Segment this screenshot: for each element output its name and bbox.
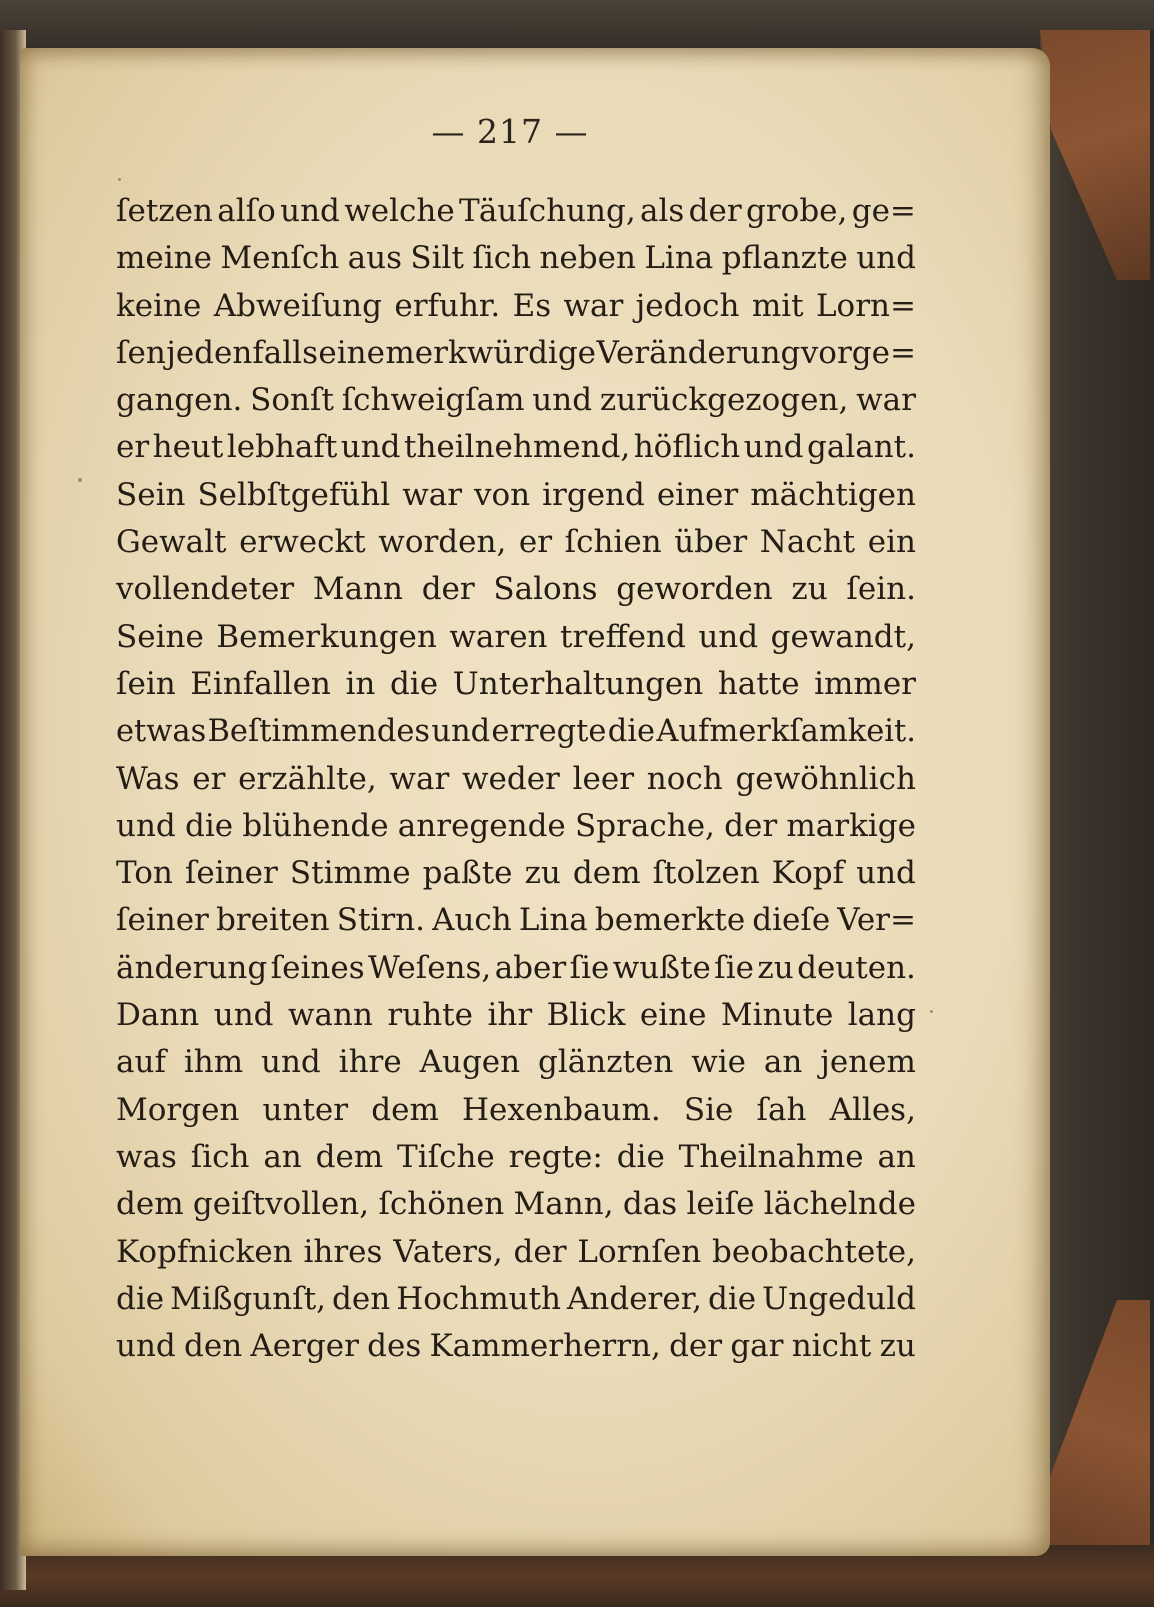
- text-word: und: [856, 855, 916, 892]
- text-word: Seine: [116, 618, 204, 655]
- text-word: wann: [288, 997, 373, 1034]
- text-word: die: [607, 714, 656, 750]
- text-word: Es: [512, 287, 552, 324]
- text-word: unter: [262, 1091, 349, 1128]
- text-word: mit: [751, 287, 804, 324]
- text-word: er: [116, 429, 150, 466]
- text-word: eine: [318, 334, 385, 371]
- text-word: und: [116, 1328, 176, 1365]
- text-word: dem: [572, 855, 641, 892]
- text-word: Blick: [546, 997, 626, 1034]
- text-word: war: [856, 382, 916, 419]
- text-line: [116, 330, 916, 377]
- text-line: [116, 897, 916, 944]
- text-word: Unterhaltungen: [452, 665, 704, 702]
- text-word: Sprache,: [575, 807, 715, 844]
- text-word: dem: [371, 1091, 439, 1128]
- text-word: Veränderung: [596, 334, 801, 371]
- text-word: Kammerherrn,: [429, 1328, 661, 1365]
- text-word: theilnehmend,: [403, 429, 631, 466]
- text-line: [116, 661, 916, 708]
- text-word: Tiſche: [397, 1138, 495, 1175]
- text-word: Mann,: [513, 1186, 614, 1223]
- text-word: ſie: [569, 949, 610, 986]
- text-word: mächtigen: [750, 476, 916, 513]
- text-word: leiſe: [686, 1186, 755, 1223]
- text-word: zu: [757, 949, 794, 986]
- text-word: als: [640, 193, 685, 229]
- text-word: beobachtete,: [712, 1233, 916, 1270]
- text-line: [116, 803, 916, 850]
- text-word: und: [856, 240, 916, 277]
- text-word: leer: [572, 760, 635, 797]
- text-word: vorge=: [800, 334, 916, 371]
- text-word: Mißgunſt,: [170, 1280, 327, 1317]
- text-word: Selbſtgefühl: [197, 476, 391, 513]
- text-word: geiſtvollen,: [192, 1186, 370, 1223]
- text-word: der: [724, 807, 778, 844]
- text-word: Kopfnicken: [116, 1233, 293, 1270]
- text-word: immer: [814, 665, 916, 702]
- text-word: Stirn.: [336, 902, 425, 939]
- text-word: Weſens,: [368, 949, 492, 986]
- text-word: Lina: [644, 240, 714, 277]
- text-word: ſah: [756, 1091, 807, 1128]
- text-line: [116, 850, 916, 897]
- text-word: markige: [786, 807, 916, 844]
- text-word: und: [431, 714, 491, 750]
- text-line: [116, 188, 916, 235]
- text-line: [116, 1039, 916, 1086]
- text-word: irgend: [542, 476, 645, 513]
- text-word: Lornſen: [577, 1233, 702, 1270]
- text-word: Gewalt: [116, 524, 227, 561]
- text-line: [116, 1134, 916, 1181]
- text-word: und: [743, 429, 804, 466]
- text-word: Anderer,: [567, 1280, 702, 1317]
- text-word: Hochmuth: [396, 1280, 562, 1317]
- text-word: dem: [315, 1138, 384, 1175]
- text-word: eine: [639, 997, 707, 1034]
- text-word: gewandt,: [770, 618, 916, 655]
- text-word: ihm: [183, 1044, 244, 1081]
- text-line: [116, 519, 916, 566]
- text-word: Beſtimmendes: [207, 714, 431, 750]
- text-word: keine: [116, 287, 202, 324]
- text-word: an: [877, 1138, 916, 1175]
- text-word: erzählte,: [238, 760, 377, 797]
- text-word: ſchweigſam: [341, 382, 525, 419]
- text-word: zu: [879, 1328, 916, 1365]
- text-word: ihres: [303, 1233, 383, 1270]
- text-word: ſich: [190, 1138, 250, 1175]
- text-line: [116, 377, 916, 424]
- text-word: waren: [449, 618, 548, 655]
- text-word: noch: [646, 760, 723, 797]
- text-word: Einfallen: [190, 665, 331, 702]
- text-word: ge=: [851, 193, 916, 229]
- text-word: erfuhr.: [394, 287, 501, 324]
- text-word: ſich: [472, 240, 532, 277]
- text-word: Sie: [683, 1091, 734, 1128]
- text-word: die: [116, 1280, 165, 1317]
- text-word: weder: [461, 760, 560, 797]
- page-number: — 217 —: [431, 112, 589, 151]
- text-word: an: [263, 1138, 302, 1175]
- text-word: gangen.: [116, 382, 243, 419]
- text-word: Mann: [312, 571, 403, 608]
- text-word: ſein.: [846, 571, 916, 608]
- text-word: und: [532, 382, 593, 419]
- text-word: war: [563, 287, 624, 324]
- text-word: änderung: [116, 949, 268, 986]
- text-word: dem: [116, 1186, 184, 1223]
- text-word: und: [698, 618, 759, 655]
- text-word: ſen: [116, 334, 166, 371]
- text-line: [116, 566, 916, 613]
- text-word: jedoch: [635, 287, 740, 324]
- text-word: Stimme: [289, 855, 411, 892]
- text-word: und: [213, 997, 274, 1034]
- text-word: bemerkte: [594, 902, 746, 939]
- text-word: ihr: [487, 997, 533, 1034]
- text-word: Salons: [493, 571, 598, 608]
- text-word: er: [518, 524, 553, 561]
- text-line: [116, 756, 916, 803]
- text-word: und: [280, 193, 340, 229]
- text-line: [116, 992, 916, 1039]
- text-word: ſeiner: [184, 855, 278, 892]
- text-word: der: [688, 193, 742, 229]
- text-word: lang: [847, 997, 916, 1034]
- text-word: und: [340, 429, 401, 466]
- text-line: [116, 614, 916, 661]
- text-word: merkwürdige: [385, 334, 597, 371]
- text-word: lebhaft: [226, 429, 338, 466]
- text-word: worden,: [378, 524, 507, 561]
- text-word: Was: [116, 760, 180, 797]
- text-line: [116, 283, 916, 330]
- text-word: wußte: [612, 949, 711, 986]
- text-word: an: [763, 1044, 803, 1081]
- text-word: Dann: [116, 997, 200, 1034]
- text-word: Lorn=: [815, 287, 916, 324]
- text-word: wie: [691, 1044, 746, 1081]
- text-word: zu: [791, 571, 828, 608]
- text-word: war: [389, 760, 450, 797]
- text-word: ſetzen: [116, 193, 213, 229]
- text-word: ein: [867, 524, 916, 561]
- text-word: Hexenbaum.: [462, 1091, 661, 1128]
- text-word: neben: [539, 240, 636, 277]
- text-word: ſchönen: [378, 1186, 505, 1223]
- paper-speck: [118, 178, 121, 181]
- text-word: jenem: [820, 1044, 916, 1081]
- text-word: Aerger: [250, 1328, 359, 1365]
- text-word: Morgen: [116, 1091, 240, 1128]
- text-word: die: [185, 807, 234, 844]
- text-line: [116, 1276, 916, 1323]
- text-word: in: [345, 665, 376, 702]
- text-word: Kopf: [771, 855, 845, 892]
- text-line: [116, 424, 916, 471]
- text-word: Vaters,: [393, 1233, 503, 1270]
- text-word: ihre: [338, 1044, 402, 1081]
- text-word: meine: [116, 240, 212, 277]
- text-word: dieſe: [752, 902, 831, 939]
- text-word: der: [421, 571, 475, 608]
- text-word: Sein: [116, 476, 186, 513]
- text-word: Ver=: [837, 902, 916, 939]
- text-word: welche: [344, 193, 455, 229]
- text-word: Abweiſung: [213, 287, 382, 324]
- text-word: gewöhnlich: [735, 760, 916, 797]
- text-word: vollendeter: [116, 571, 295, 608]
- text-word: Silt: [410, 240, 464, 277]
- text-word: auf: [116, 1044, 166, 1081]
- body-text: [116, 188, 916, 1370]
- text-word: zurückgezogen,: [599, 382, 849, 419]
- text-word: und: [116, 807, 176, 844]
- paper-speck: [78, 478, 82, 482]
- text-word: den: [184, 1328, 243, 1365]
- text-word: ſeines: [270, 949, 365, 986]
- text-word: ruhte: [387, 997, 473, 1034]
- text-word: grobe,: [746, 193, 848, 229]
- text-line: [116, 472, 916, 519]
- text-word: Ton: [116, 855, 173, 892]
- text-line: [116, 235, 916, 282]
- text-word: Bemerkungen: [216, 618, 437, 655]
- text-word: nicht: [791, 1328, 872, 1365]
- text-word: treffend: [560, 618, 686, 655]
- text-word: ſie: [714, 949, 754, 986]
- text-word: anregende: [397, 807, 566, 844]
- text-word: den: [332, 1280, 391, 1317]
- text-word: lächelnde: [763, 1186, 916, 1223]
- text-word: geworden: [616, 571, 773, 608]
- text-word: pflanzte: [721, 240, 848, 277]
- text-word: über: [674, 524, 748, 561]
- text-word: jedenfalls: [166, 334, 319, 371]
- text-word: ſein: [116, 665, 176, 702]
- paper-speck: [930, 1010, 933, 1013]
- text-word: glänzten: [538, 1044, 674, 1081]
- text-word: ſtolzen: [652, 855, 760, 892]
- text-line: [116, 708, 916, 755]
- text-word: paßte: [422, 855, 513, 892]
- text-word: alſo: [217, 193, 276, 229]
- text-word: die: [389, 665, 439, 702]
- text-word: Lina: [518, 902, 588, 939]
- text-word: der: [513, 1233, 567, 1270]
- text-word: gar: [730, 1328, 784, 1365]
- text-word: die: [616, 1138, 665, 1175]
- text-word: hatte: [717, 665, 800, 702]
- text-line: [116, 1229, 916, 1276]
- text-word: Minute: [720, 997, 834, 1034]
- text-line: [116, 1323, 916, 1370]
- text-word: die: [708, 1280, 757, 1317]
- text-word: Täuſchung,: [459, 193, 636, 229]
- text-word: Menſch: [220, 240, 340, 277]
- text-word: ſeiner: [116, 902, 209, 939]
- text-word: Nacht: [759, 524, 856, 561]
- text-line: [116, 945, 916, 992]
- text-word: Aufmerkſamkeit.: [656, 714, 916, 750]
- text-word: höflich: [633, 429, 741, 466]
- text-word: der: [669, 1328, 723, 1365]
- text-word: ſchien: [564, 524, 662, 561]
- text-word: einer: [656, 476, 739, 513]
- text-line: [116, 1181, 916, 1228]
- text-word: aber: [494, 949, 567, 986]
- text-word: breiten: [215, 902, 330, 939]
- text-word: aus: [347, 240, 402, 277]
- text-word: erweckt: [239, 524, 366, 561]
- text-word: Alles,: [829, 1091, 916, 1128]
- text-word: er: [192, 760, 226, 797]
- text-word: heut: [152, 429, 224, 466]
- text-word: zu: [524, 855, 561, 892]
- text-line: [116, 1087, 916, 1134]
- text-word: des: [367, 1328, 422, 1365]
- text-word: blühende: [242, 807, 389, 844]
- text-word: Ungeduld: [762, 1280, 916, 1317]
- text-word: Augen: [419, 1044, 521, 1081]
- text-word: Theilnahme: [678, 1138, 864, 1175]
- text-word: deuten.: [797, 949, 916, 986]
- text-word: regte:: [508, 1138, 603, 1175]
- text-word: von: [474, 476, 531, 513]
- text-word: war: [402, 476, 463, 513]
- text-word: galant.: [806, 429, 916, 466]
- text-word: was: [116, 1138, 177, 1175]
- text-word: Sonſt: [250, 382, 334, 419]
- text-word: etwas: [116, 714, 207, 750]
- text-word: erregte: [491, 714, 607, 750]
- text-word: und: [260, 1044, 321, 1081]
- text-word: Auch: [432, 902, 512, 939]
- text-word: das: [622, 1186, 678, 1223]
